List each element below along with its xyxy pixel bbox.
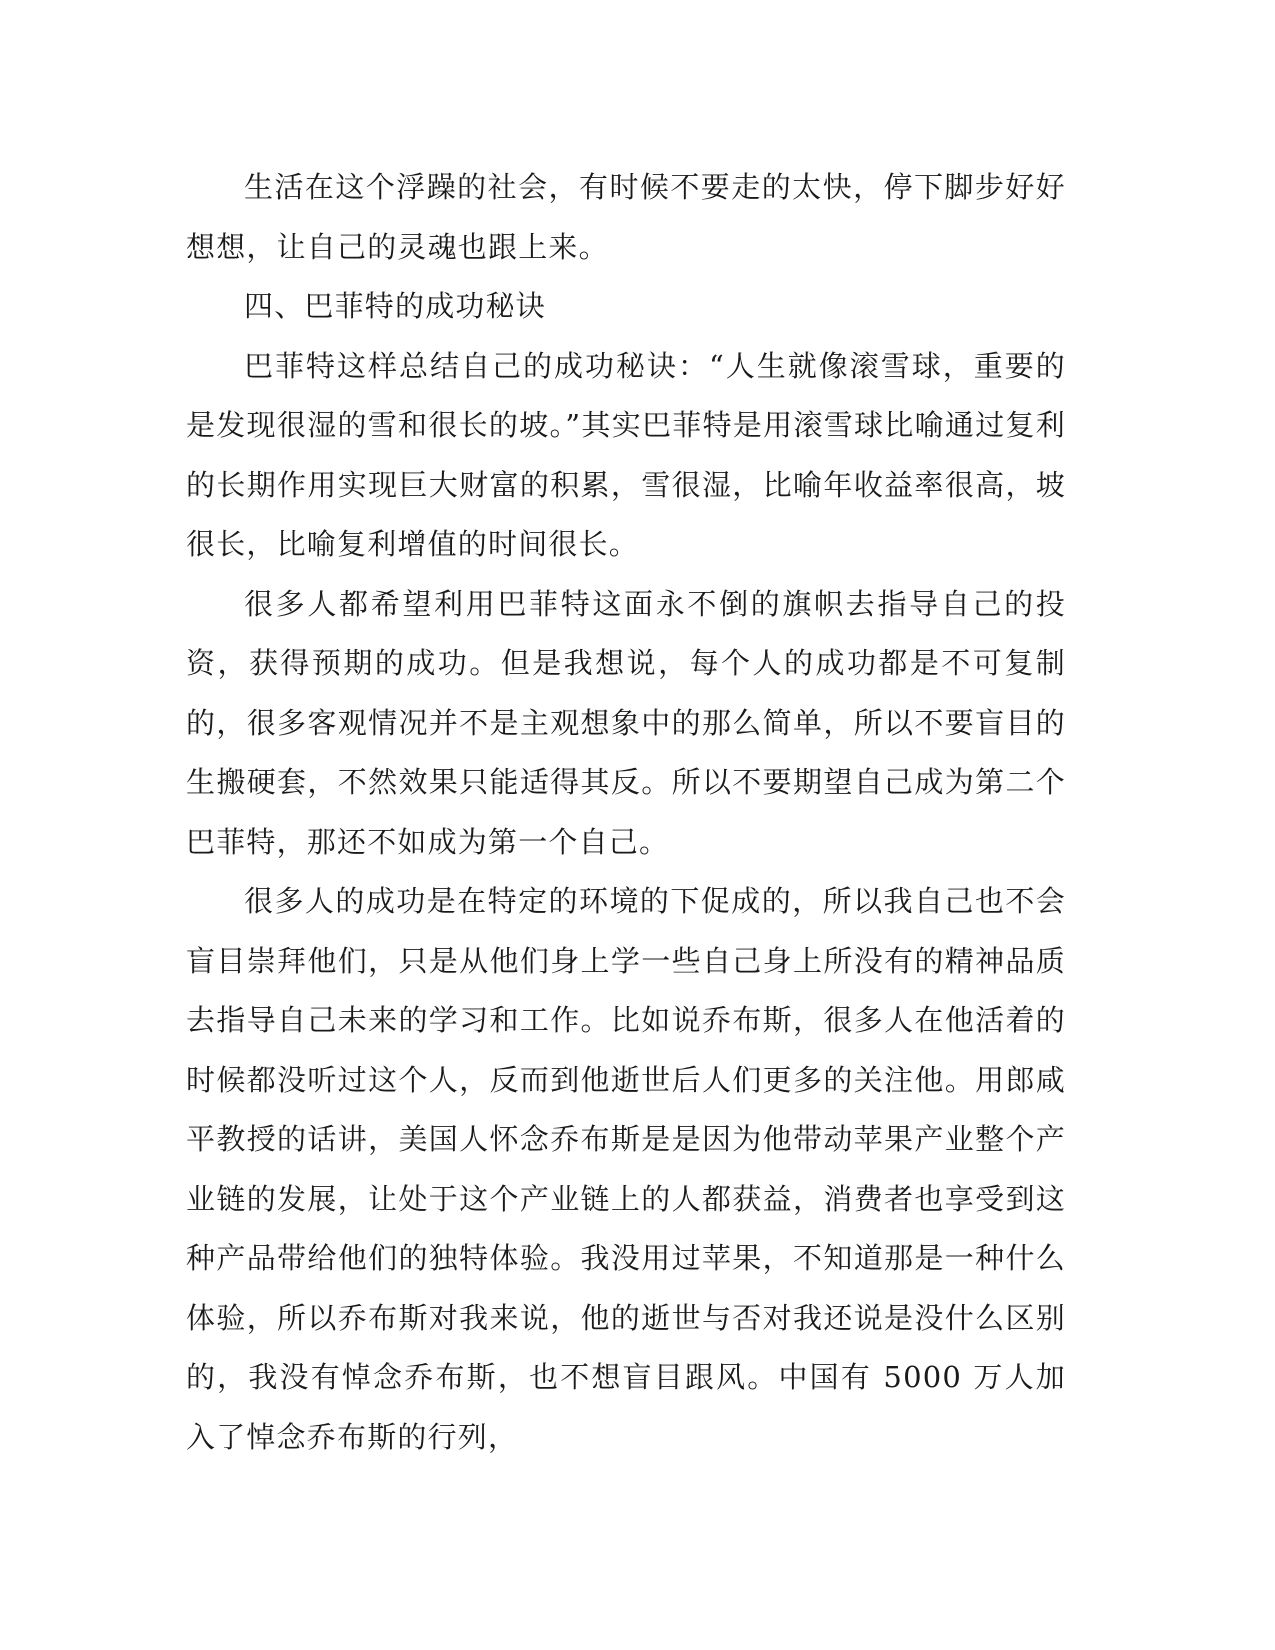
paragraph-jobs: 很多人的成功是在特定的环境的下促成的，所以我自己也不会盲目崇拜他们，只是从他们身上学一些自己身上所没有的精神品质去指导自己未来的学习和工作。比如说乔布斯，很多人在他活着的时候都没听过这个人，反而到他逝世后人们更多的关注他。用郎咸平教授的话讲，美国人怀念乔布斯是是因为他带动苹果产业整个产业链的发展，让处于这个产业链上的人都获益，消费者也享受到这种产品带给他们的独特体验。我没用过苹果，不知道那是一种什么体验，所以乔布斯对我来说，他的逝世与否对我还说是没什么区别的，我没有悼念乔布斯，也不想盲目跟风。中国有 5000 万人加入了悼念乔布斯的行列， — [186, 884, 1066, 1454]
paragraph-not-replicable: 很多人都希望利用巴菲特这面永不倒的旗帜去指导自己的投资，获得预期的成功。但是我想说，每个人的成功都是不可复制的，很多客观情况并不是主观想象中的那么简单，所以不要盲目的生搬硬套，不然效果只能适得其反。所以不要期望自己成为第二个巴菲特，那还不如成为第一个自己。 — [186, 586, 1066, 859]
paragraph-intro: 生活在这个浮躁的社会，有时候不要走的太快，停下脚步好好想想，让自己的灵魂也跟上来。 — [186, 170, 1066, 264]
section-heading: 四、巴菲特的成功秘诀 — [244, 289, 547, 323]
document-body — [186, 158, 1066, 1467]
paragraph-buffett-secret: 巴菲特这样总结自己的成功秘诀：“人生就像滚雪球，重要的是发现很湿的雪和很长的坡。”其实巴菲特是用滚雪球比喻通过复利的长期作用实现巨大财富的积累，雪很湿，比喻年收益率很高，坡很长，比喻复利增值的时间很长。 — [186, 348, 1066, 561]
